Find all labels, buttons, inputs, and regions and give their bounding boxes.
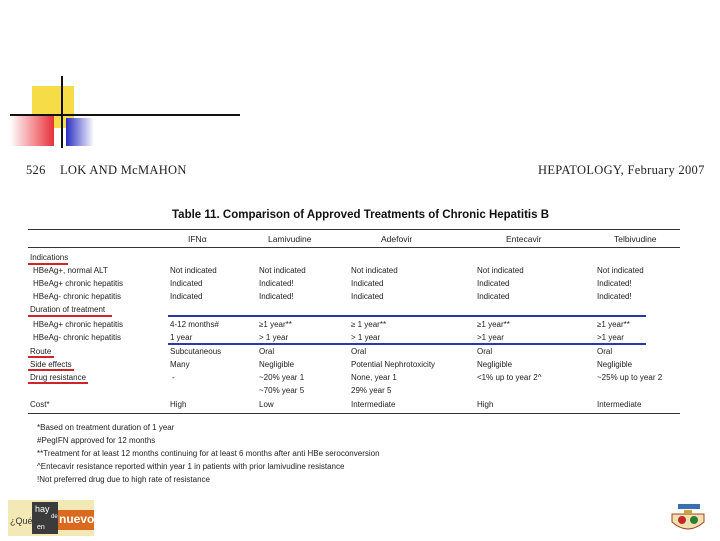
logo-nuevo-text: nuevo bbox=[59, 512, 95, 526]
journal-header: HEPATOLOGY, February 2007 bbox=[538, 163, 705, 177]
duration-blue-rule bbox=[168, 315, 646, 317]
indications-underline bbox=[28, 263, 68, 265]
cell: Indicated bbox=[170, 292, 203, 301]
cell: Intermediate bbox=[597, 400, 642, 409]
cell: Oral bbox=[477, 347, 493, 356]
cell: Subcutaneous bbox=[170, 347, 222, 356]
cell: Indicated bbox=[351, 279, 384, 288]
row-label-hbeag-neg: HBeAg- chronic hepatitis bbox=[33, 292, 122, 301]
cell: Not indicated bbox=[477, 266, 524, 275]
cell: ~25% up to year 2 bbox=[597, 373, 663, 382]
column-header-entecavir: Entecavir bbox=[506, 234, 542, 244]
cell: Potential Nephrotoxicity bbox=[351, 360, 436, 369]
page-number: 526 bbox=[26, 163, 46, 177]
cell: Indicated bbox=[477, 292, 510, 301]
column-header-ifn: IFNα bbox=[188, 234, 207, 244]
logo-en-text: en bbox=[37, 524, 45, 531]
cell: Not indicated bbox=[259, 266, 306, 275]
cell: Indicated! bbox=[259, 279, 294, 288]
duration-underline bbox=[28, 315, 112, 317]
section-cost: Cost* bbox=[30, 400, 50, 409]
cell: 4-12 months# bbox=[170, 320, 219, 329]
cell: Many bbox=[170, 360, 190, 369]
cell: >1 year bbox=[477, 333, 504, 342]
row-label-hbeag-pos: HBeAg+ chronic hepatitis bbox=[33, 279, 124, 288]
cell: High bbox=[170, 400, 187, 409]
cell: Indicated! bbox=[597, 279, 632, 288]
row-label-duration-neg: HBeAg- chronic hepatitis bbox=[33, 333, 122, 342]
cell: Indicated bbox=[170, 279, 203, 288]
cell: ~70% year 5 bbox=[259, 386, 305, 395]
section-drug-resistance: Drug resistance bbox=[30, 373, 87, 382]
que-hay-de-nuevo-logo bbox=[8, 500, 94, 536]
logo-hay-text: hay bbox=[35, 504, 50, 514]
cell: ~20% year 1 bbox=[259, 373, 305, 382]
column-header-telbivudine: Telbivudine bbox=[614, 234, 657, 244]
cell: Indicated! bbox=[597, 292, 632, 301]
footnote: !Not preferred drug due to high rate of resistance bbox=[37, 475, 210, 484]
cell: > 1 year bbox=[259, 333, 289, 342]
authors-header: LOK AND McMAHON bbox=[60, 163, 187, 177]
cell: ≥1 year** bbox=[259, 320, 292, 329]
section-indications: Indications bbox=[30, 253, 69, 262]
route-underline bbox=[28, 356, 54, 358]
cell: ≥1 year** bbox=[477, 320, 510, 329]
cell: 1 year bbox=[170, 333, 193, 342]
cell: High bbox=[477, 400, 494, 409]
logo-de-text: de bbox=[51, 514, 58, 520]
cell: ≥ 1 year** bbox=[351, 320, 387, 329]
cell: Oral bbox=[259, 347, 275, 356]
footnote: *Based on treatment duration of 1 year bbox=[37, 423, 175, 432]
table-bottom-rule bbox=[28, 413, 680, 414]
cell: Negligible bbox=[259, 360, 295, 369]
cell: >1 year bbox=[597, 333, 624, 342]
footnote: #PegIFN approved for 12 months bbox=[37, 436, 156, 445]
footnote: ^Entecavir resistance reported within year 1 in patients with prior lamivudine resistance bbox=[37, 462, 345, 471]
cell: Indicated! bbox=[259, 292, 294, 301]
column-header-lamivudine: Lamivudine bbox=[268, 234, 312, 244]
footnote: **Treatment for at least 12 months continuing for at least 6 months after anti HBe seroconversion bbox=[37, 449, 380, 458]
deco-red-square bbox=[10, 114, 54, 146]
drug-resistance-underline bbox=[28, 382, 88, 384]
cell: <1% up to year 2^ bbox=[477, 373, 542, 382]
table-top-rule bbox=[28, 229, 680, 230]
cell: Oral bbox=[351, 347, 367, 356]
cell: Indicated bbox=[477, 279, 510, 288]
row-label-normal-alt: HBeAg+, normal ALT bbox=[33, 266, 108, 275]
row-label-duration-pos: HBeAg+ chronic hepatitis bbox=[33, 320, 124, 329]
duration-blue-rule-2 bbox=[168, 343, 646, 345]
cell: > 1 year bbox=[351, 333, 381, 342]
cell: Intermediate bbox=[351, 400, 396, 409]
cell: Not indicated bbox=[351, 266, 398, 275]
cell: Oral bbox=[597, 347, 613, 356]
cell: Indicated bbox=[351, 292, 384, 301]
side-effects-underline bbox=[28, 369, 74, 371]
section-side-effects: Side effects bbox=[30, 360, 72, 369]
deco-vertical-line bbox=[61, 76, 63, 148]
cell: Negligible bbox=[477, 360, 513, 369]
section-duration: Duration of treatment bbox=[30, 305, 106, 314]
cell: ≥1 year** bbox=[597, 320, 630, 329]
cell: - bbox=[172, 373, 175, 382]
deco-horizontal-line bbox=[10, 114, 240, 116]
cell: None, year 1 bbox=[351, 373, 397, 382]
table-title: Table 11. Comparison of Approved Treatments of Chronic Hepatitis B bbox=[172, 209, 550, 221]
cell: Not indicated bbox=[597, 266, 644, 275]
emblem-icon bbox=[664, 500, 712, 536]
section-route: Route bbox=[30, 347, 52, 356]
table-header-rule bbox=[28, 247, 680, 248]
cell: Low bbox=[259, 400, 274, 409]
cell: 29% year 5 bbox=[351, 386, 392, 395]
column-header-adefovir: Adefovir bbox=[381, 234, 413, 244]
crest-icon bbox=[664, 500, 712, 536]
cell: Not indicated bbox=[170, 266, 217, 275]
cell: Negligible bbox=[597, 360, 633, 369]
deco-blue-square bbox=[66, 118, 94, 146]
logo-que-text: ¿Qué bbox=[10, 516, 33, 526]
